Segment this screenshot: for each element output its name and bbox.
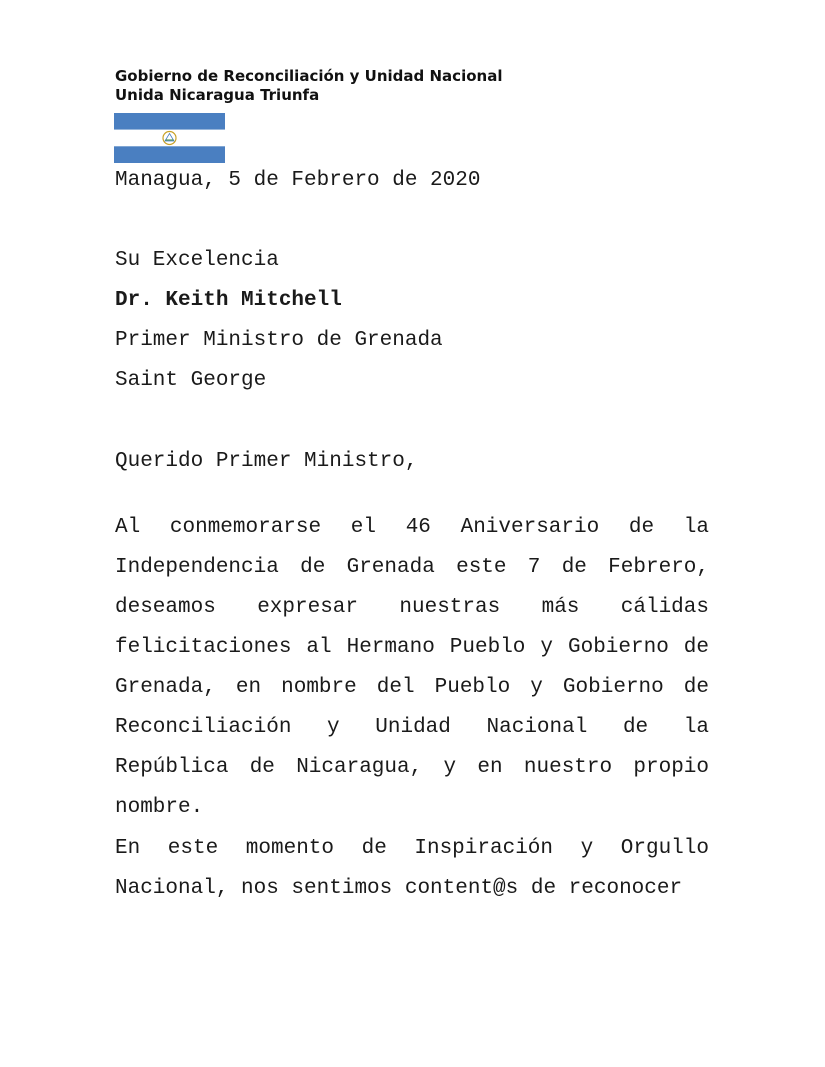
letterhead-slogan: Unida Nicaragua Triunfa bbox=[115, 86, 320, 104]
greeting: Querido Primer Ministro, bbox=[115, 450, 418, 473]
recipient-name: Dr. Keith Mitchell bbox=[115, 289, 342, 312]
recipient-salutation-title: Su Excelencia bbox=[115, 249, 279, 272]
letterhead bbox=[115, 67, 502, 105]
date-line: Managua, 5 de Febrero de 2020 bbox=[115, 169, 481, 192]
body-paragraph-1: Al conmemorarse el 46 Aniversario de la Independencia de Grenada este 7 de Febrero, deseamos expresar nuestras más cálidas felicitaciones al Hermano Pueblo y Gobierno de Grenada, en nombre del Pueblo y Gobierno de Reconciliación y Unidad Nacional de la República de Nicaragua, y en nuestro propio nombre. bbox=[115, 516, 709, 819]
body-paragraph-2: En este momento de Inspiración y Orgullo Nacional, nos sentimos content@s de reconocer bbox=[115, 837, 709, 900]
recipient-position: Primer Ministro de Grenada bbox=[115, 329, 443, 352]
recipient-city: Saint George bbox=[115, 369, 267, 392]
nicaragua-flag-icon bbox=[114, 113, 225, 163]
letterhead-government-name: Gobierno de Reconciliación y Unidad Nacional bbox=[115, 67, 503, 85]
